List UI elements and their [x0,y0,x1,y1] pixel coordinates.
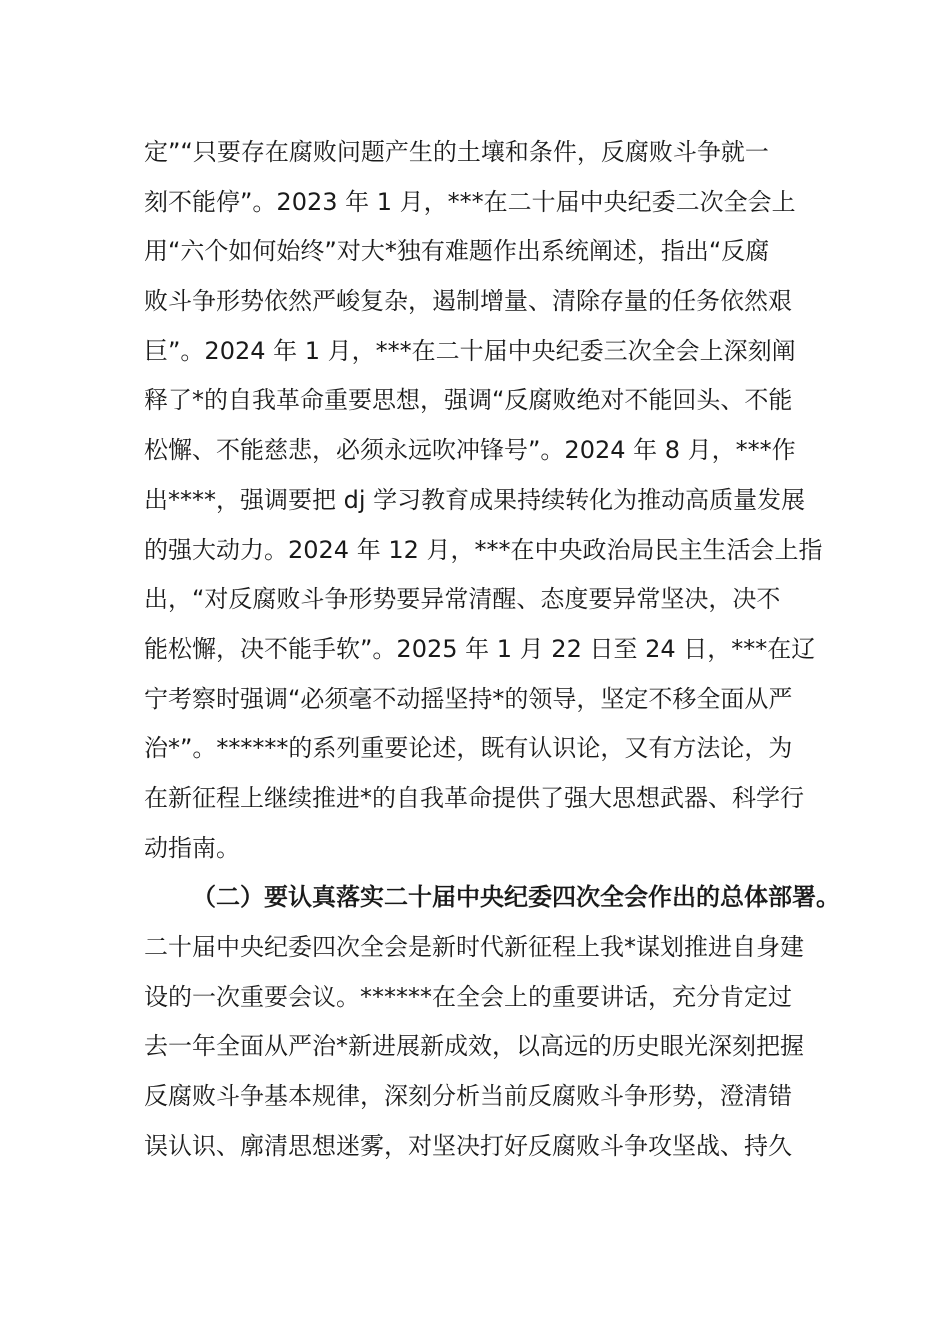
text-line: 二十届中央纪委四次全会是新时代新征程上我*谋划推进自身建 [144,933,804,961]
section-heading: （二）要认真落实二十届中央纪委四次全会作出的总体部署。 [192,883,840,912]
text-line: 的强大动力。2024 年 12 月，***在中央政治局民主生活会上指 [144,535,823,564]
text-line: 在新征程上继续推进*的自我革命提供了强大思想武器、科学行 [144,783,804,812]
text-line: 治*”。******的系列重要论述，既有认识论，又有方法论，为 [144,734,793,763]
text-line: 出****，强调要把 dj 学习教育成果持续转化为推动高质量发展 [144,485,806,514]
text-line: 用“六个如何始终”对大*独有难题作出系统阐述，指出“反腐 [144,237,770,266]
text-line: 释了*的自我革命重要思想，强调“反腐败绝对不能回头、不能 [144,386,793,415]
body-text [144,128,840,1171]
text-line: 宁考察时强调“必须毫不动摇坚持*的领导，坚定不移全面从严 [144,684,793,713]
text-line: 反腐败斗争基本规律，深刻分析当前反腐败斗争形势，澄清错 [144,1082,792,1111]
text-line: 去一年全面从严治*新进展新成效，以高远的历史眼光深刻把握 [144,1032,804,1061]
text-line: 动指南。 [144,833,240,862]
text-line: 出，“对反腐败斗争形势要异常清醒、态度要异常坚决，决不 [144,585,781,614]
text-line: 设的一次重要会议。******在全会上的重要讲话，充分肯定过 [144,982,792,1011]
text-line: 误认识、廓清思想迷雾，对坚决打好反腐败斗争攻坚战、持久 [144,1131,792,1160]
text-line: 松懈、不能慈悲，必须永远吹冲锋号”。2024 年 8 月，***作 [144,436,796,465]
text-line: 巨”。2024 年 1 月，***在二十届中央纪委三次全会上深刻阐 [144,336,796,365]
text-line: 败斗争形势依然严峻复杂，遏制增量、清除存量的任务依然艰 [144,287,792,316]
text-line: 定”“只要存在腐败问题产生的土壤和条件，反腐败斗争就一 [144,138,769,166]
text-line: 刻不能停”。2023 年 1 月，***在二十届中央纪委二次全会上 [144,187,796,216]
text-line: 能松懈，决不能手软”。2025 年 1 月 22 日至 24 日，***在辽 [144,634,816,663]
